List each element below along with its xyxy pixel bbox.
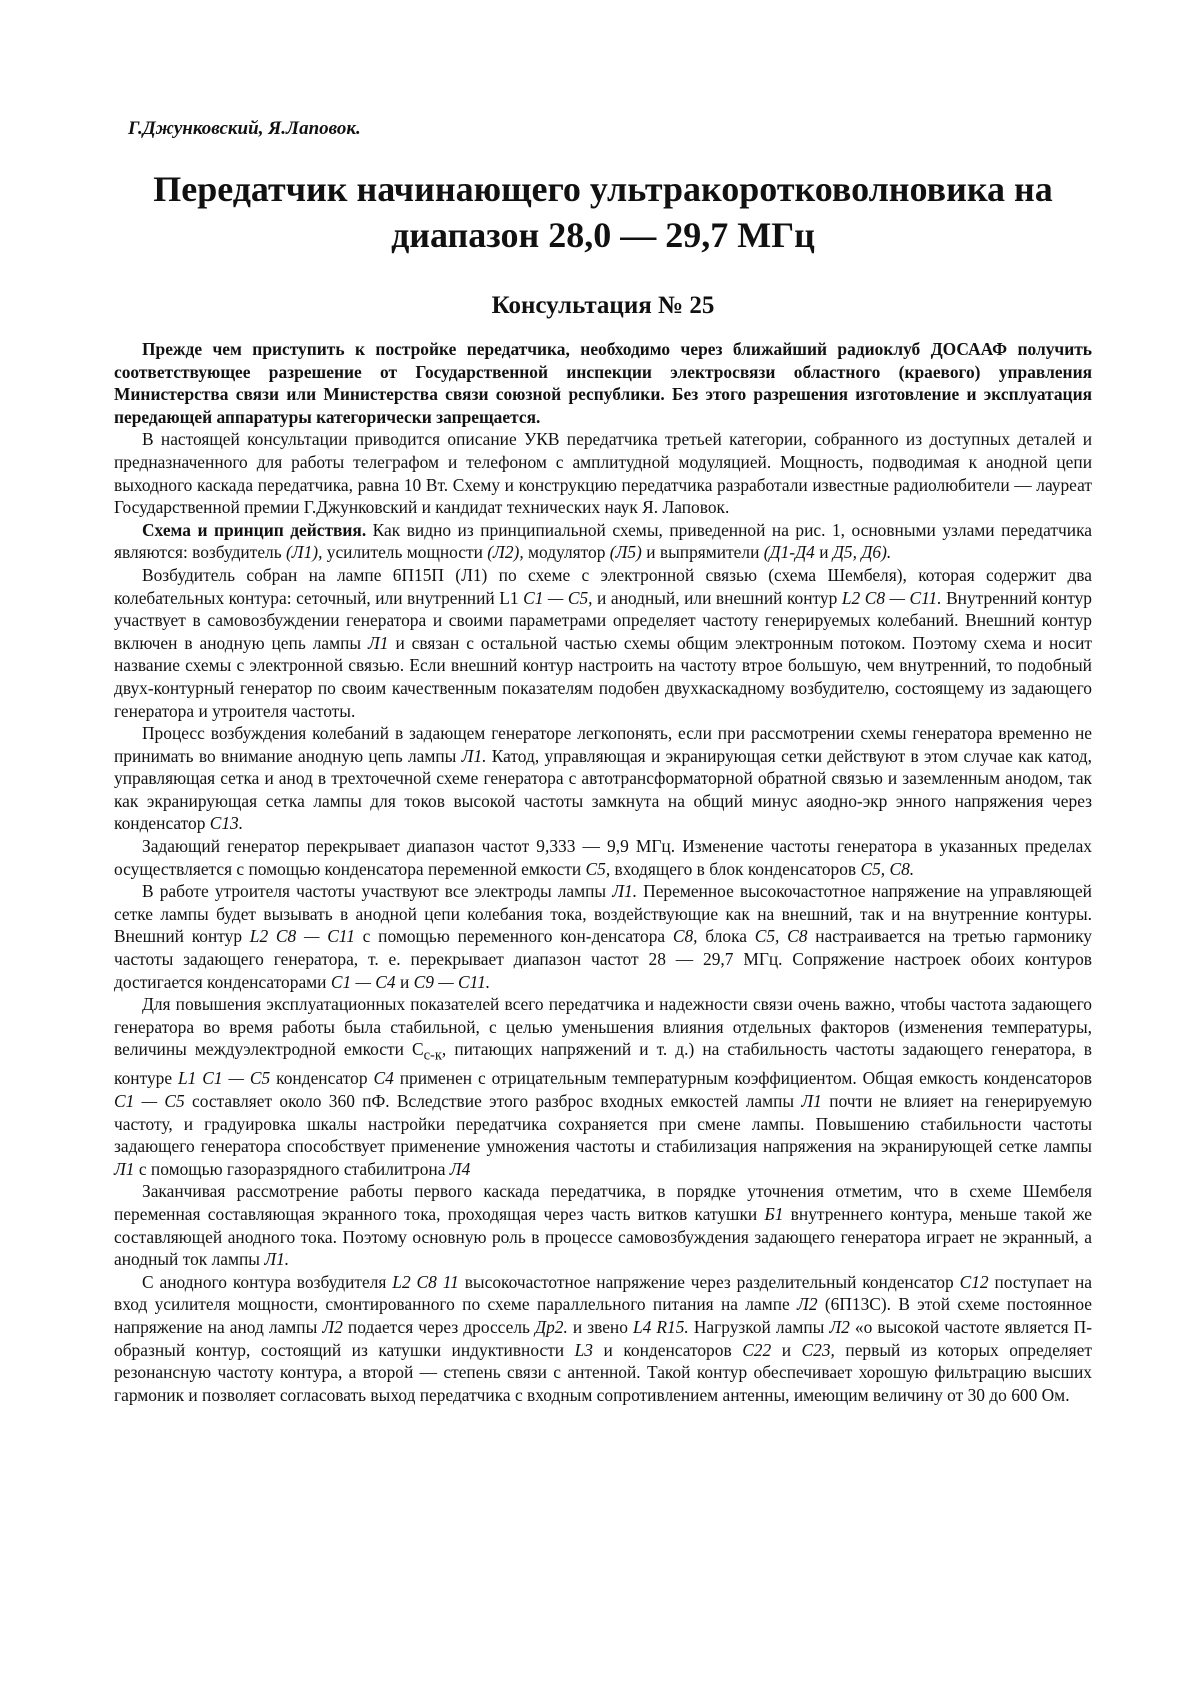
warning-paragraph: Прежде чем приступить к постройке передатчика, необходимо через ближайший радиоклуб ДОСААФ получить соответствующее разрешение от Государственной инспекции электросвязи областного (краевого) управления Министерства связи или Министерства связи союзной республики. Без этого разрешения изготовление и эксплуатация передающей аппаратуры категорически запрещается.: [114, 339, 1092, 427]
text-run: L2 С8 — С11: [249, 926, 355, 947]
text-run: Л4: [449, 1158, 471, 1179]
text-run: С5,: [585, 858, 611, 879]
text-run: Д5, Д6).: [832, 542, 892, 563]
text-run: Л1.: [264, 1249, 290, 1270]
text-run: С22: [742, 1339, 772, 1360]
text-run: В работе утроителя частоты участвуют все электроды лампы: [142, 881, 613, 902]
paragraph-exciter: [114, 564, 1092, 722]
text-run: Л1.: [612, 881, 638, 902]
paragraph-oscillation: [114, 722, 1092, 835]
text-run: и: [814, 542, 833, 563]
text-run: Заканчивая рассмотрение работы первого каскада передатчика, в порядке уточнения отметим, что в схеме Шембеля переменная составляющая экранного тока, проходящая через часть витков катушки: [114, 1181, 1092, 1225]
text-run: Л2: [322, 1317, 343, 1337]
text-run: (Л1),: [286, 542, 323, 563]
text-run: С9 — С11.: [413, 971, 491, 992]
text-run: L1 С1 — С5: [177, 1068, 271, 1089]
subscript: с-к: [423, 1047, 442, 1064]
text-run: L4 R15.: [633, 1317, 689, 1337]
section-heading: Схема и принцип действия.: [142, 519, 367, 540]
text-run: блока: [697, 926, 755, 947]
text-run: с помощью переменного кон-денсатора: [354, 926, 673, 947]
text-run: и связан с остальной частью схемы общим электронным потоком. Поэтому схема и носит название схемы с электронной связью. Если внешний контур настроить на частоту втрое большую, чем внутренний, то подобный двух-контурный генератор по своим качественным показателям подобен двухкаскадному возбудителю, состоящему из задающего генератора и утроителя частоты.: [114, 632, 1093, 721]
text-run: С1 — С4: [330, 971, 396, 992]
text-run: С23,: [801, 1339, 835, 1360]
consultation-number: Консультация № 25: [491, 292, 715, 319]
paragraph-intro: В настоящей консультации приводится описание УКВ передатчика третьей категории, собранного из доступных деталей и предназначенного для работы телеграфом и телефоном с амплитудной модуляцией. Мощность, подводимая к анодной цепи выходного каскада передатчика, равна 10 Вт. Схему и конструкцию передатчика разработали известные радиолюбители — лауреат Государственной премии Г.Джунковский и кандидат технических наук Я. Лаповок.: [114, 429, 1092, 518]
text-run: и анодный, или внешний контур: [592, 587, 842, 608]
text-run: входящего в блок конденсаторов: [610, 858, 861, 879]
text-run: модулятор: [523, 542, 610, 563]
paragraph-amplifier: [114, 1271, 1092, 1407]
text-run: (Л5): [609, 542, 642, 563]
text-run: С4: [373, 1068, 394, 1089]
text-run: С5, С8.: [860, 858, 915, 879]
text-run: и: [771, 1339, 802, 1360]
text-run: «о высокой частоте является П-образный контур, состоящий из катушки индуктивности: [114, 1317, 1093, 1360]
text-run: Катод, управляющая и экранирующая сетки действуют в этом случае как катод, управляющая сетка и анод в трехточечной схеме генератора с автотрансформаторной обратной связью и заземленным анодом, так как экранирующая сетка лампы для токов высокой частоты замкнута на общий минус аяодно-экр энного напряжения через конденсатор: [114, 745, 1092, 834]
text-run: Задающий генератор перекрывает диапазон частот 9,333 — 9,9 МГц. Изменение частоты генератора в указанных пределах осуществляется с помощью конденсатора переменной емкости: [114, 836, 1092, 879]
text-run: С13.: [209, 813, 244, 834]
paragraph-stability: [114, 993, 1092, 1180]
paragraph-shembel: [114, 1180, 1092, 1270]
text-run: с помощью газоразрядного стабилитрона: [134, 1158, 450, 1179]
text-run: Л1: [801, 1091, 822, 1112]
paragraph-schema: [114, 519, 1092, 564]
text-run: настраивается на третью гармонику частоты задающего генератора, т. е. перекрывает диапазон частот 28 — 29,7 МГц. Сопряжение настроек обоих контуров достигается конденсаторами: [114, 926, 1093, 992]
text-run: (Д1-Д4: [763, 542, 815, 563]
text-run: Нагрузкой лампы: [688, 1317, 830, 1337]
text-run: С1 — С5: [114, 1091, 185, 1112]
text-run: Переменное высокочастотное напряжение на управляющей сетке лампы будет вызывать в анодной цепи колебания тока, воздействующие как на внешний, так и на внутренние контуры. Внешний контур: [114, 881, 1092, 947]
title-line-1: Передатчик начинающего ультракоротковолновика на: [153, 169, 1053, 209]
text-run: первый из которых определяет резонансную частоту контура, а второй — степень связи с антенной. Такой контур обеспечивает хорошую фильтрацию высших гармоник и позволяет согласовать выход передатчика с входным сопротивлением антенны, имеющим величину от 30 до 600 Ом.: [114, 1339, 1092, 1405]
text-run: Л1.: [461, 745, 487, 766]
text-run: Возбудитель собран на лампе 6П15П (Л1) по схеме с электронной связью (схема Шембеля), которая содержит два колебательных контура: сеточный, или внутренний L1: [114, 564, 1092, 608]
text-run: Б1: [764, 1204, 784, 1225]
text-run: Процесс возбуждения колебаний в задающем генераторе легкопонять, если при рассмотрении схемы генератора временно не принимать во внимание анодную цепь лампы: [114, 723, 1092, 766]
text-run: Л2: [797, 1294, 818, 1315]
title-line-2: диапазон 28,0 — 29,7 МГц: [391, 215, 815, 255]
text-run: С1 — С5,: [523, 587, 593, 608]
text-run: подается через дроссель: [342, 1317, 535, 1337]
text-run: L2 С8 11: [392, 1271, 459, 1292]
text-run: Как видно из принципиальной схемы, приведенной на рис. 1, основными узлами передатчика являются: возбудитель: [114, 519, 1092, 563]
text-run: Внутренний контур участвует в самовозбуждении генератора и своими параметрами определяет частоту генерируемых колебаний. Внешний контур включен в анодную цепь лампы: [114, 587, 1092, 653]
text-run: L3: [574, 1339, 593, 1360]
text-run: конденсатор: [270, 1068, 374, 1089]
paragraph-tripler: [114, 880, 1092, 993]
text-run: (Л2),: [487, 542, 524, 563]
text-run: С8,: [672, 926, 698, 947]
text-run: Др2.: [535, 1317, 568, 1337]
text-run: поступает на вход усилителя мощности, смонтированного по схеме параллельного питания на лампе: [114, 1271, 1092, 1315]
text-run: Л1: [114, 1158, 135, 1179]
text-run: С анодного контура возбудителя: [142, 1271, 393, 1292]
authors: Г.Джунковский, Я.Лаповок.: [128, 118, 361, 139]
text-run: (6П13С). В этой схеме постоянное напряжение на анод лампы: [114, 1294, 1092, 1337]
paragraph-range: [114, 835, 1092, 880]
text-run: высокочастотное напряжение через разделительный конденсатор: [458, 1271, 960, 1292]
article-title: [114, 166, 1092, 258]
text-run: Л2: [829, 1317, 850, 1337]
text-run: и выпрямители: [641, 542, 764, 563]
text-run: С12: [959, 1271, 989, 1292]
text-run: почти не влияет на генерируемую частоту, и градуировка шкалы настройки передатчика сохраняется при смене лампы. Повышению стабильности частоты задающего генератора способствует применение умножения частоты и стабилизация напряжения на экранирующей сетке лампы: [114, 1091, 1092, 1157]
text-run: и звено: [567, 1317, 633, 1337]
text-run: и конденсаторов: [593, 1339, 743, 1360]
text-run: С5, С8: [754, 926, 808, 947]
text-run: составляет около 360 пФ. Вследствие этого разброс входных емкостей лампы: [184, 1091, 802, 1112]
text-run: Л1: [368, 632, 389, 653]
text-run: внутреннего контура, меньше такой же составляющей анодного тока. Поэтому основную роль в процессе самовозбуждения задающего генератора играет не экранный, а анодный ток лампы: [114, 1204, 1092, 1270]
text-run: и: [395, 971, 414, 992]
text-run: усилитель мощности: [322, 542, 488, 563]
text-run: Для повышения эксплуатационных показателей всего передатчика и надежности связи очень важно, чтобы частота задающего генератора во время работы была стабильной, с целью уменьшения влияния отдельных факторов (изменения температуры, величины междуэлектродной емкости С: [114, 994, 1092, 1060]
text-run: , питающих напряжений и т. д.) на стабильность частоты задающего генератора, в контуре: [114, 1039, 1092, 1089]
text-run: применен с отрицательным температурным коэффициентом. Общая емкость конденсаторов: [393, 1068, 1092, 1089]
text-run: L2 С8 — С11.: [841, 587, 942, 608]
